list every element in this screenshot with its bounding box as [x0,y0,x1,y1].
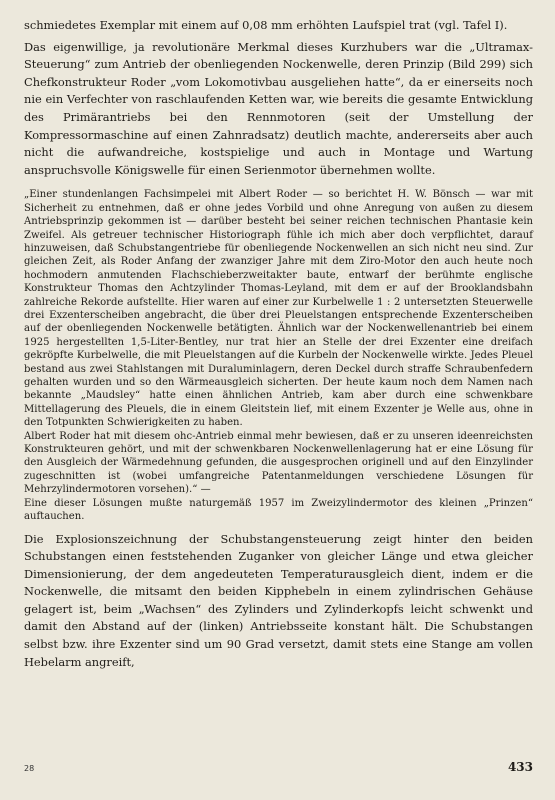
quote-block [24,188,533,523]
paragraph-ultramax: Das eigenwillige, ja revolutionäre Merkmal dieses Kurzhubers war die „Ultramax-Steuerung“ zum Antrieb der obenliegenden Nockenwelle, deren Prinzip (Bild 299) sich Chefkonstrukteur Roder „vom Lokomotivbau ausgeliehen hatte“, da er einerseits noch nie ein Verfechter von raschlaufenden Ketten war, wie bereits die gesamte Entwicklung des Primärantriebs bei den Rennmotoren (seit der Umstellung der Kompressormaschine auf einen Zahnradsatz) deutlich machte, andererseits aber auch nicht die aufwandreiche, kostspielige und auch in Montage und Wartung anspruchsvolle Königswelle für einen Serienmotor übernehmen wollte. [24,39,533,177]
paragraph-explosion-drawing: Die Explosionszeichnung der Schubstangensteuerung zeigt hinter den beiden Schubstangen einen feststehenden Zuganker von gleicher Länge und etwa gleicher Dimensionierung, der dem angedeuteten Temperaturausgleich dient, indem er die Nockenwelle, die mitsamt den beiden Kipphebeln in einem zylindrischen Gehäuse gelagert ist, beim „Wachsen“ des Zylinders und Zylinderkopfs leicht schwenkt und damit den Abstand auf der (linken) Antriebsseite konstant hält. Die Schubstangen selbst bzw. ihre Exzenter sind um 90 Grad versetzt, damit stets eine Stange am vollen Hebelarm angreift, [24,531,533,669]
quote-paragraph: „Einer stundenlangen Fachsimpelei mit Albert Roder — so berichtet H. W. Bönsch — war mit Sicherheit zu entnehmen, daß er ohne jedes Vorbild und ohne Anregung von außen zu diesem Antriebsprinzip gekommen ist — darüber besteht bei seiner reichen technischen Phantasie kein Zweifel. Als getreuer technischer Historiograph fühle ich mich aber doch verpflichtet, darauf hinzuweisen, daß Schubstangentriebe für obenliegende Nockenwellen an sich nicht neu sind. Zur gleichen Zeit, als Roder Anfang der zwanziger Jahre mit dem Ziro-Motor den auch heute noch hochmodern anmutenden Flachschieberzweitakter baute, entwarf der berühmte englische Konstrukteur Thomas den Achtzylinder Thomas-Leyland, mit dem er auf der Brooklandsbahn zahlreiche Rekorde aufstellte. Hier waren auf einer zur Kurbelwelle 1 : 2 untersetzten Steuerwelle drei Exzenterscheiben angebracht, die über drei Pleuelstangen entsprechende Exzenterscheiben auf der obenliegenden Nockenwelle betätigten. Ähnlich war der Nockenwellenantrieb bei einem 1925 hergestellten 1,5-Liter-Bentley, nur trat hier an Stelle der drei Exzenter eine dreifach gekröpfte Kurbelwelle, die mit Pleuelstangen auf die Kurbeln der Nockenwelle wirkte. Jedes Pleuel bestand aus zwei Stahlstangen mit Duraluminlagern, deren Deckel durch straffe Schraubenfedern gehalten wurden und so den Wärmeausgleich sicherten. Der heute kaum noch dem Namen nach bekannte „Maudsley“ hatte einen ähnlichen Antrieb, kam aber durch eine schwenkbare Mittellagerung des Pleuels, die in einem Gleitstein lief, mit einem Exzenter je Welle aus, ohne in den Totpunkten Schwierigkeiten zu haben. [24,189,533,429]
page-number: 433 [507,760,533,774]
quote-paragraph: Eine dieser Lösungen mußte naturgemäß 1957 im Zweizylindermotor des kleinen „Prinzen“ auftauchen. [24,497,533,523]
quote-paragraph: Albert Roder hat mit diesem ohc-Antrieb einmal mehr bewiesen, daß er zu unseren ideenreichsten Konstrukteuren gehört, und mit der schwenkbaren Nockenwellenlagerung hat er eine Lösung für den Ausgleich der Wärmedehnung gefunden, die ausgesprochen originell und auf den Einzylinder zugeschnitten ist (wobei umfangreiche Patentanmeldungen verschiedene Lösungen für Mehrzylindermotoren vorsehen).“ — [24,430,533,496]
signature-mark: 28 [24,764,35,773]
paragraph-continuation: schmiedetes Exemplar mit einem auf 0,08 mm erhöhten Laufspiel trat (vgl. Tafel I). [24,18,508,32]
